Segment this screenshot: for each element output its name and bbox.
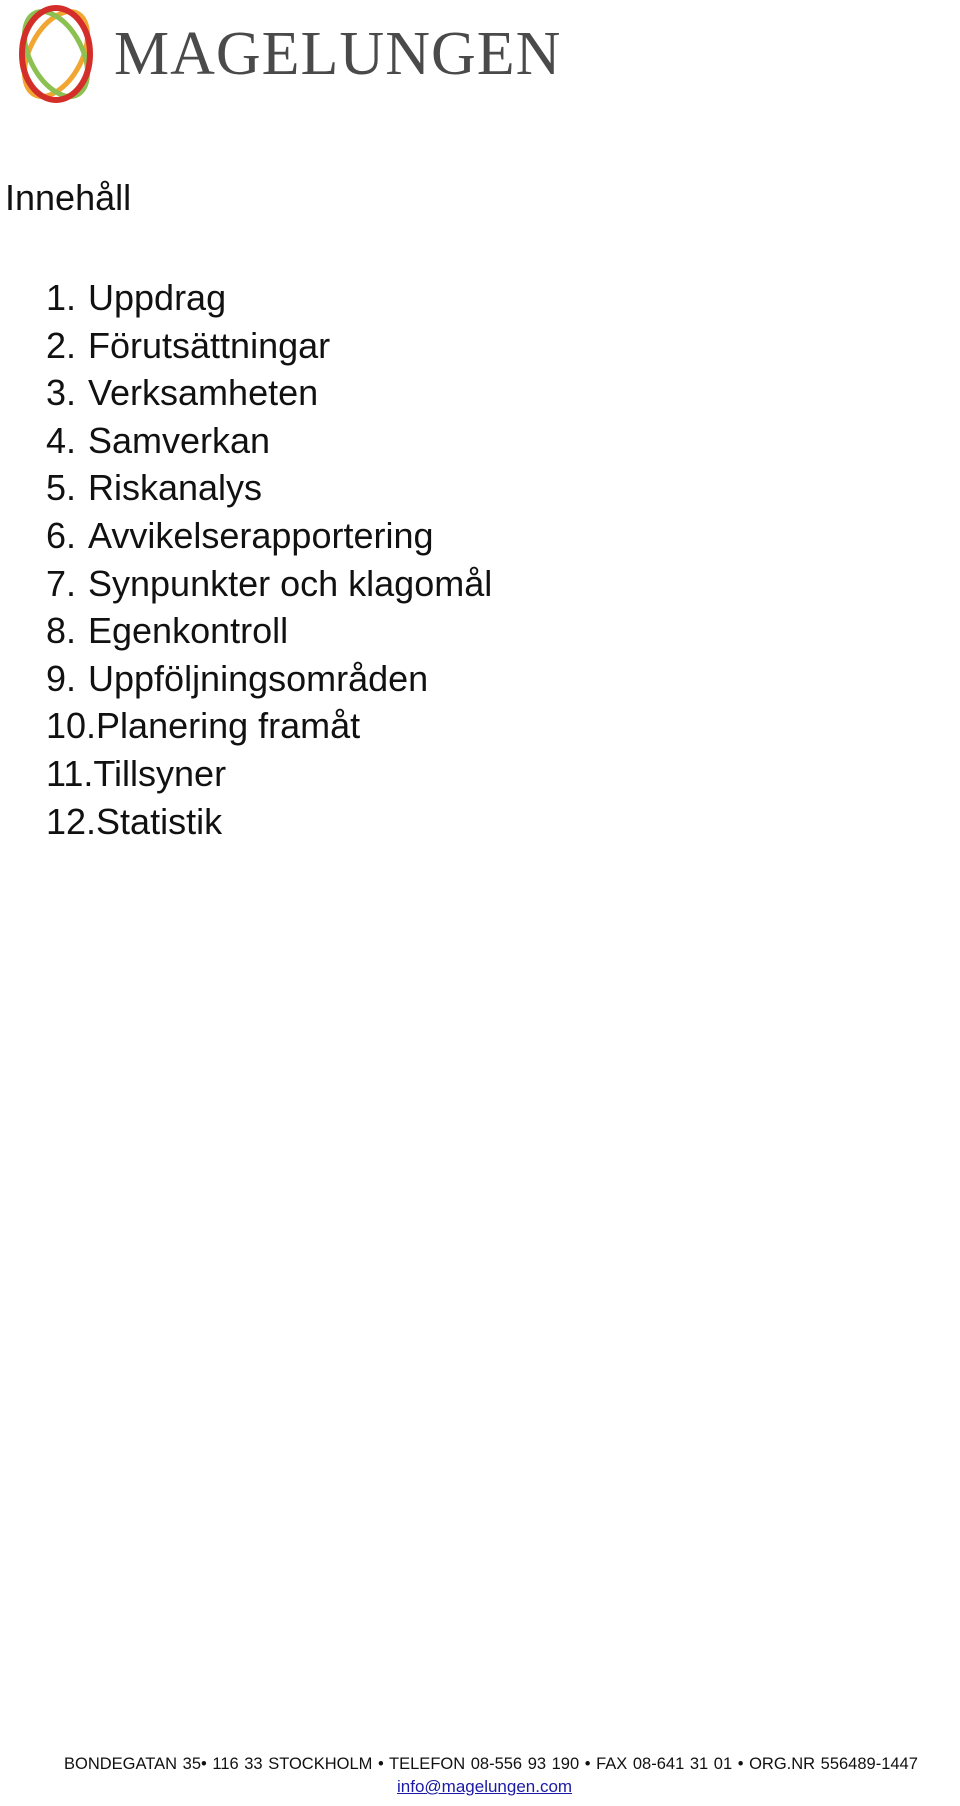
toc-item-label: Förutsättningar — [88, 324, 331, 366]
toc-item-label: Verksamheten — [88, 372, 319, 414]
toc-item — [46, 702, 492, 750]
toc-item — [46, 274, 492, 322]
toc-item — [46, 417, 492, 465]
toc-item-label: Tillsyner — [93, 752, 227, 794]
toc-item-number: 2. — [46, 324, 77, 366]
toc-item-label: Synpunkter och klagomål — [88, 562, 493, 604]
toc-item — [46, 464, 492, 512]
toc-item — [46, 798, 492, 846]
footer-email-link[interactable]: info@magelungen.com — [397, 1777, 573, 1796]
toc-item-label: Samverkan — [88, 419, 271, 461]
table-of-contents — [46, 274, 492, 845]
toc-item-label: Uppdrag — [88, 277, 227, 318]
magelungen-logo-icon — [4, 2, 108, 106]
page-title: Innehåll — [5, 177, 132, 218]
page-header — [0, 0, 960, 110]
toc-item — [46, 607, 492, 655]
toc-item-number: 11. — [46, 752, 94, 794]
toc-item-label: Uppföljningsområden — [88, 657, 429, 699]
toc-item — [46, 512, 492, 560]
toc-item-number: 9. — [46, 657, 77, 699]
toc-item-number: 12. — [46, 800, 97, 842]
toc-item — [46, 750, 492, 798]
toc-item-label: Riskanalys — [88, 467, 263, 509]
toc-item-number: 3. — [46, 372, 77, 414]
toc-item — [46, 655, 492, 703]
toc-item-label: Egenkontroll — [88, 610, 289, 652]
toc-item-label: Statistik — [96, 800, 223, 842]
footer-address: BONDEGATAN 35• 116 33 STOCKHOLM • TELEFON 08-556 93 190 • FAX 08-641 31 01 • ORG.NR 556489-1447 — [64, 1755, 918, 1773]
toc-item — [46, 369, 492, 417]
logo-wordmark: MAGELUNGEN — [114, 20, 562, 88]
toc-item-number: 6. — [46, 514, 77, 556]
toc-item-label: Avvikelserapportering — [88, 514, 434, 556]
toc-item-number: 8. — [46, 610, 77, 652]
toc-item — [46, 322, 492, 370]
toc-item-number: 7. — [46, 562, 77, 604]
toc-item — [46, 560, 492, 608]
toc-item-label: Planering framåt — [96, 705, 361, 747]
toc-item-number: 4. — [46, 419, 77, 461]
toc-item-number: 1. — [46, 277, 77, 318]
toc-item-number: 10. — [46, 705, 97, 747]
toc-item-number: 5. — [46, 467, 77, 509]
